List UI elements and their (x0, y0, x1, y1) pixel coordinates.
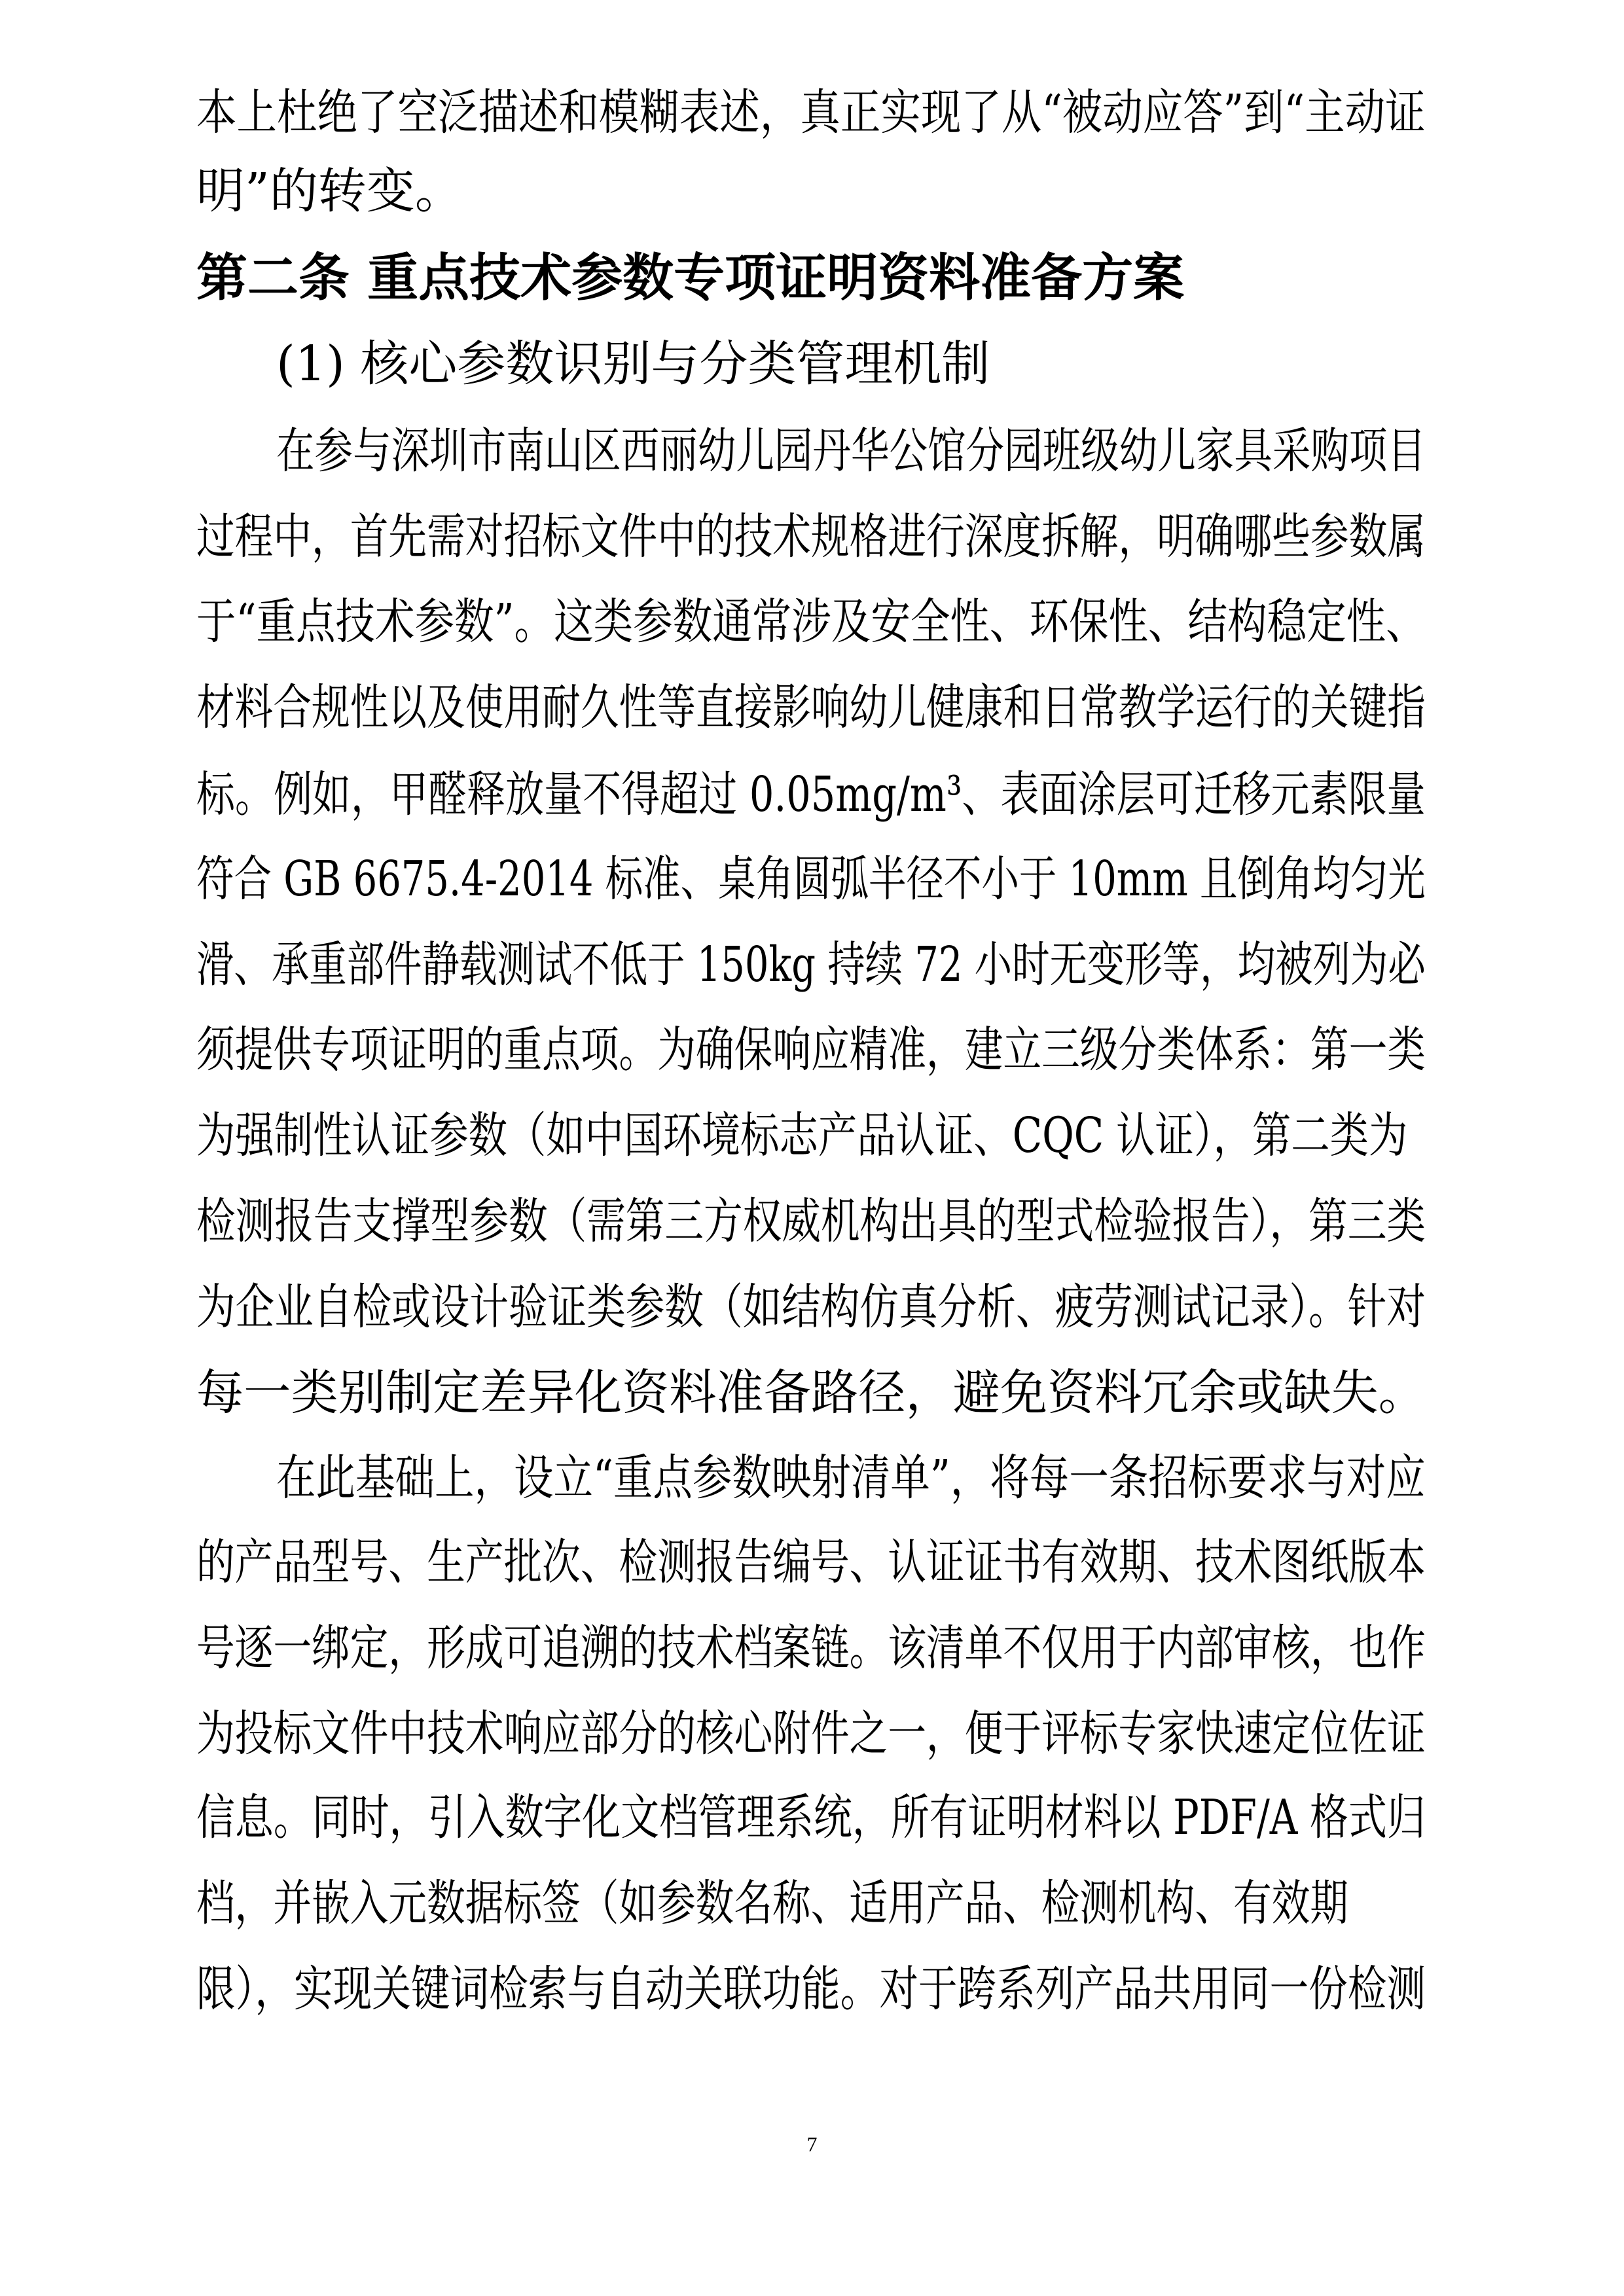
body-text-line: 须提供专项证明的重点项。为确保响应精准，建立三级分类体系：第一类 (196, 1022, 1426, 1078)
body-text-line: 在参与深圳市南山区西丽幼儿园丹华公馆分园班级幼儿家具采购项目 (276, 423, 1426, 479)
body-text-line: 标。例如，甲醛释放量不得超过 0.05mg/m³、表面涂层可迁移元素限量 (196, 766, 1426, 823)
body-text-line: 明”的转变。 (196, 163, 463, 219)
body-text-line: 为强制性认证参数（如中国环境标志产品认证、CQC 认证），第二类为 (196, 1107, 1408, 1164)
body-text-line: 的产品型号、生产批次、检测报告编号、认证证书有效期、技术图纸版本 (196, 1534, 1426, 1590)
body-text-line: 过程中，首先需对招标文件中的技术规格进行深度拆解，明确哪些参数属 (196, 509, 1426, 565)
subsection-heading: (1) 核心参数识别与分类管理机制 (276, 336, 990, 392)
body-text-line: 本上杜绝了空泛描述和模糊表述，真正实现了从“被动应答”到“主动证 (196, 84, 1426, 141)
page-number: 7 (806, 2132, 818, 2156)
body-text-line: 在此基础上，设立“重点参数映射清单”，将每一条招标要求与对应 (276, 1450, 1426, 1506)
body-text-line: 为企业自检或设计验证类参数（如结构仿真分析、疲劳测试记录）。针对 (196, 1279, 1426, 1335)
body-text-line: 于“重点技术参数”。这类参数通常涉及安全性、环保性、结构稳定性、 (196, 594, 1426, 650)
body-text-line: 每一类别制定差异化资料准备路径，避免资料冗余或缺失。 (196, 1365, 1426, 1421)
body-text-line: 滑、承重部件静载测试不低于 150kg 持续 72 小时无变形等，均被列为必 (196, 937, 1426, 993)
body-text-line: 为投标文件中技术响应部分的核心附件之一，便于评标专家快速定位佐证 (196, 1706, 1426, 1762)
section-heading: 第二条 重点技术参数专项证明资料准备方案 (196, 248, 1185, 308)
body-text-line: 信息。同时，引入数字化文档管理系统，所有证明材料以 PDF/A 格式归 (196, 1789, 1426, 1846)
body-text-line: 材料合规性以及使用耐久性等直接影响幼儿健康和日常教学运行的关键指 (196, 679, 1426, 736)
body-text-line: 号逐一绑定，形成可追溯的技术档案链。该清单不仅用于内部审核，也作 (196, 1620, 1426, 1676)
body-text-line: 档，并嵌入元数据标签（如参数名称、适用产品、检测机构、有效期 (196, 1875, 1348, 1931)
body-text-line: 符合 GB 6675.4-2014 标准、桌角圆弧半径不小于 10mm 且倒角均匀光 (196, 851, 1426, 907)
body-text-line: 限），实现关键词检索与自动关联功能。对于跨系列产品共用同一份检测 (196, 1961, 1426, 2017)
body-text-line: 检测报告支撑型参数（需第三方权威机构出具的型式检验报告），第三类 (196, 1193, 1426, 1249)
